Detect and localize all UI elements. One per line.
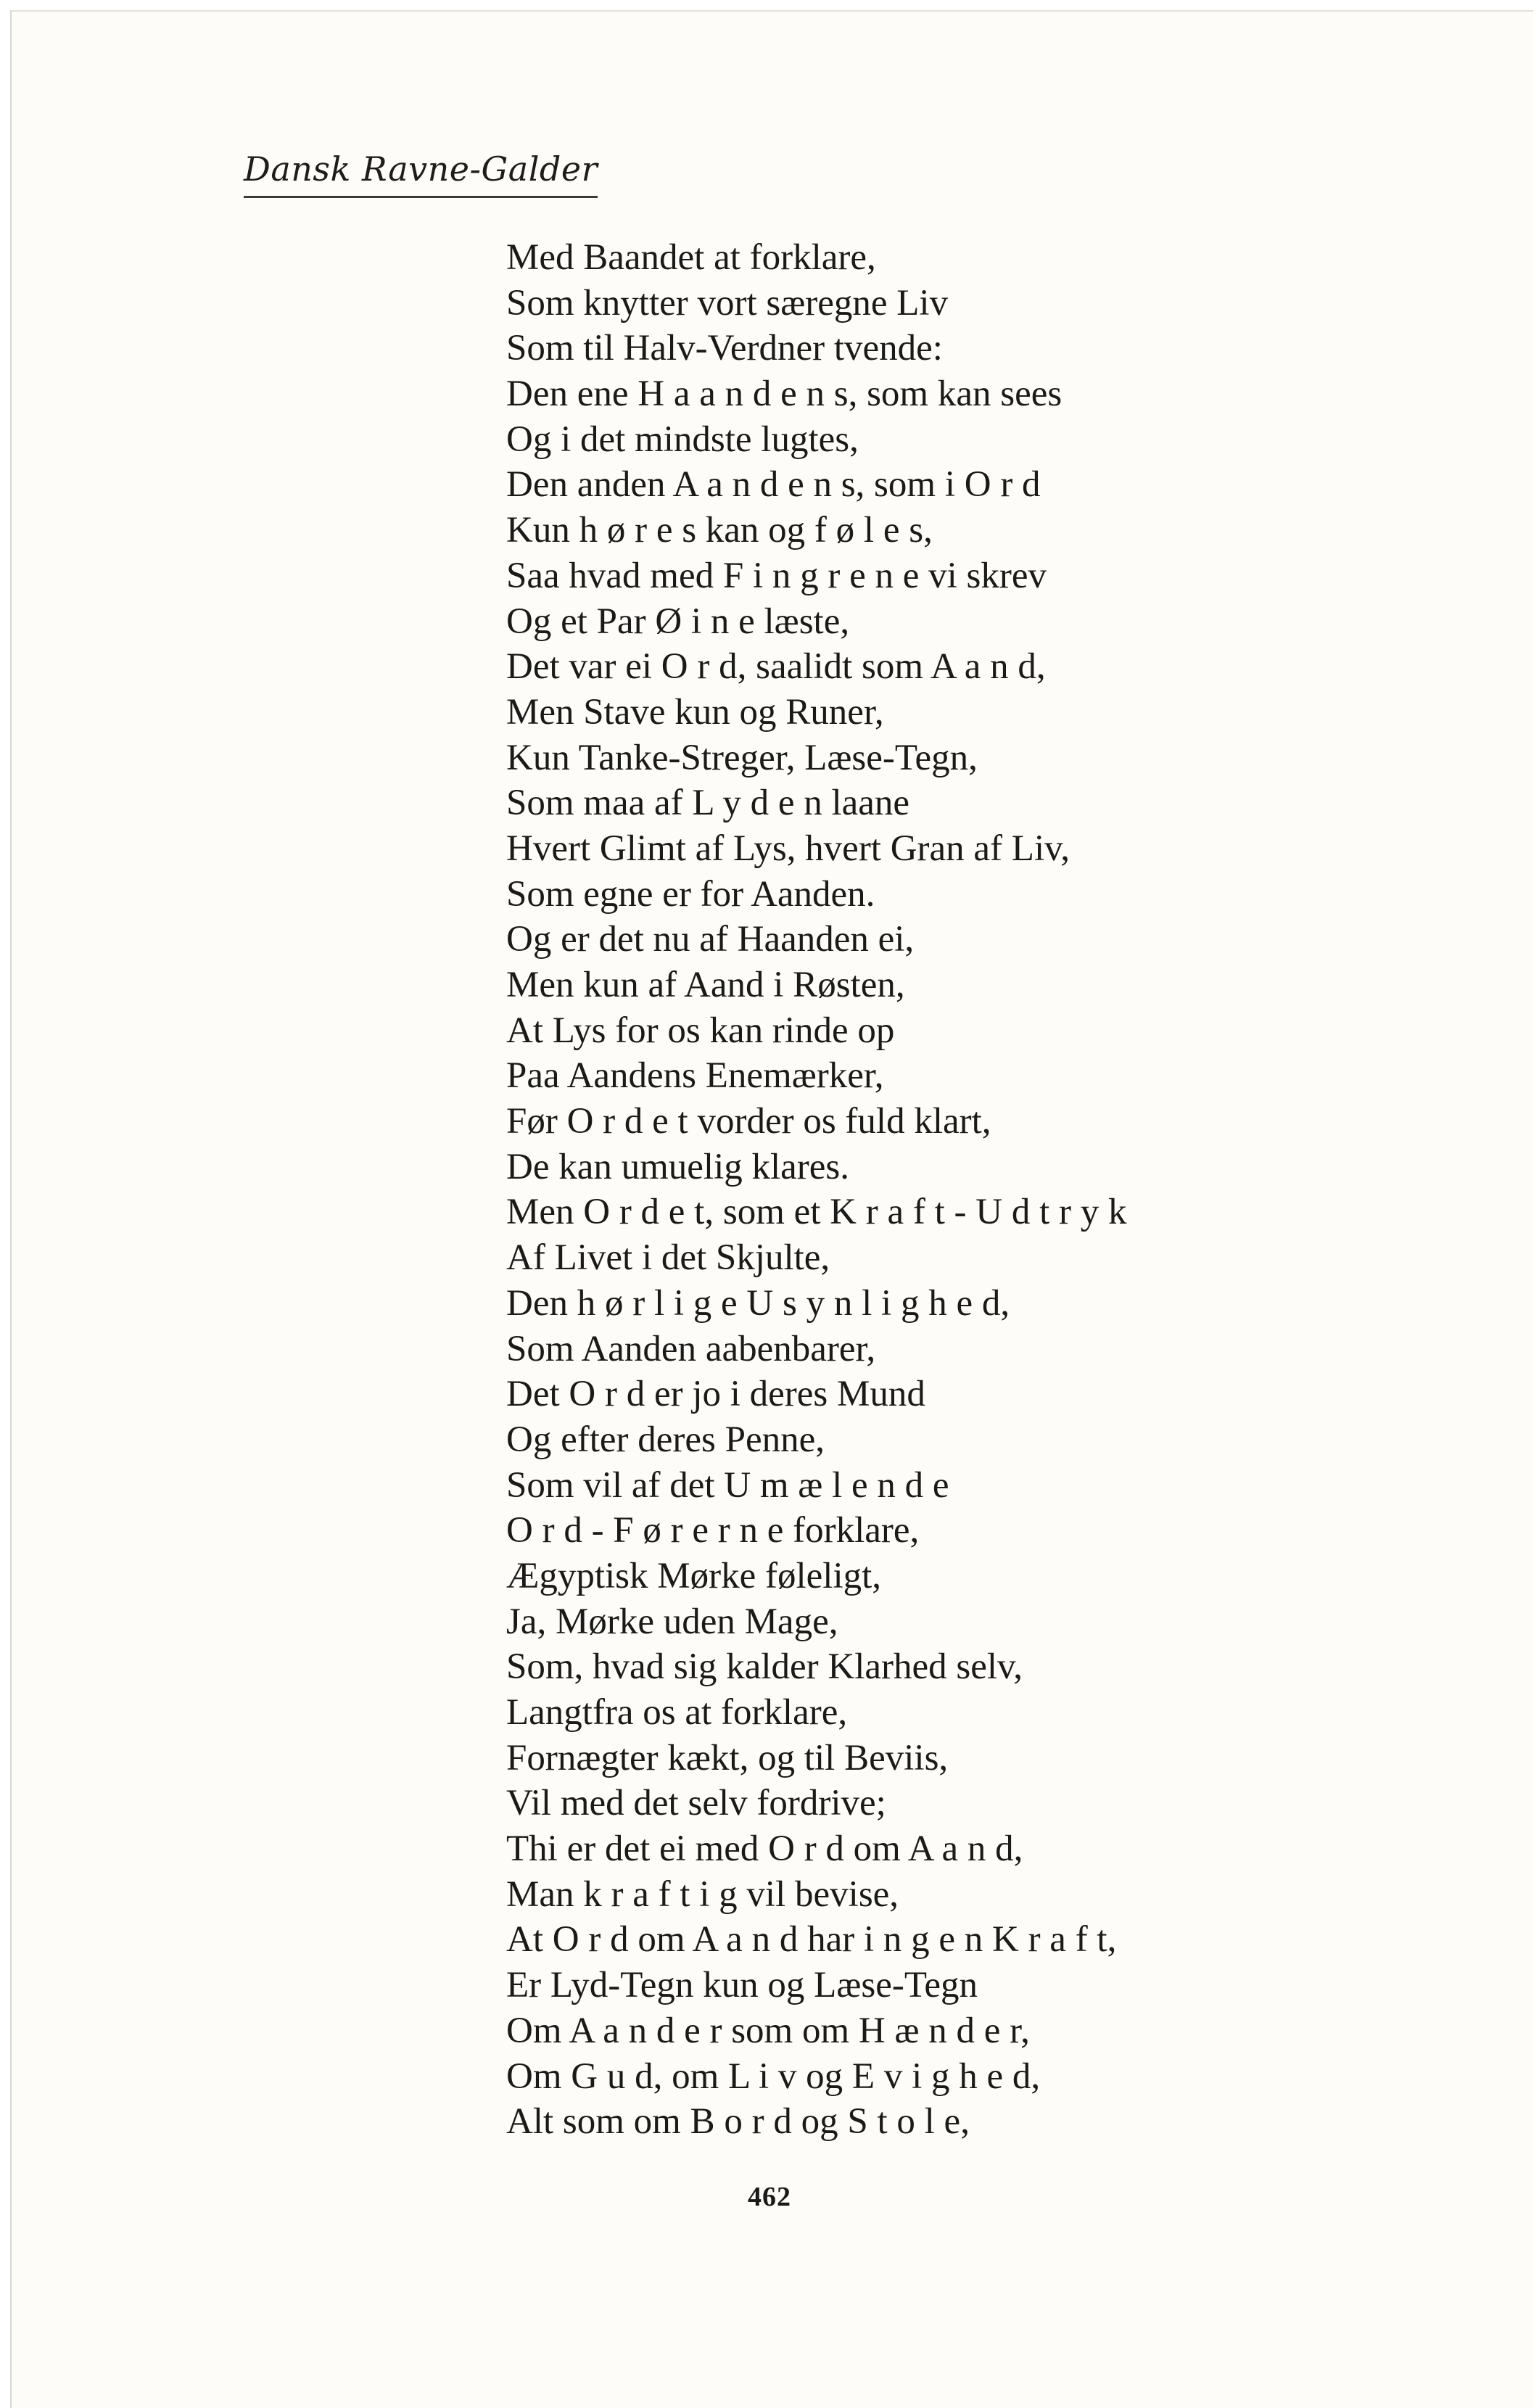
poem-line: Fornægter kækt, og til Beviis, bbox=[506, 1737, 949, 1778]
poem-line: Alt som om B o r d og S t o l e, bbox=[506, 2101, 970, 2143]
poem-line: Ja, Mørke uden Mage, bbox=[506, 1601, 838, 1642]
poem-line: Som egne er for Aanden. bbox=[506, 873, 875, 915]
poem-line: Det O r d er jo i deres Mund bbox=[506, 1374, 925, 1415]
poem-line: Den anden A a n d e n s, som i O r d bbox=[506, 464, 1041, 506]
poem-line: Som maa af L y d e n laane bbox=[506, 783, 910, 824]
poem-line: At Lys for os kan rinde op bbox=[506, 1010, 895, 1051]
poem-line: Med Baandet at forklare, bbox=[506, 237, 876, 278]
poem-line: Den h ø r l i g e U s y n l i g h e d, bbox=[506, 1282, 1010, 1324]
poem-line: Hvert Glimt af Lys, hvert Gran af Liv, bbox=[506, 828, 1070, 869]
poem-line: Som, hvad sig kalder Klarhed selv, bbox=[506, 1646, 1023, 1688]
poem-line: Som til Halv-Verdner tvende: bbox=[506, 328, 943, 369]
poem-line: Kun h ø r e s kan og f ø l e s, bbox=[506, 510, 933, 551]
poem-line: Ægyptisk Mørke føleligt, bbox=[506, 1555, 882, 1596]
poem-line: De kan umuelig klares. bbox=[506, 1146, 850, 1187]
poem-line: Som knytter vort særegne Liv bbox=[506, 282, 949, 323]
poem-line: Som Aanden aabenbarer, bbox=[506, 1328, 876, 1369]
running-head: Dansk Ravne-Galder bbox=[244, 149, 598, 198]
poem-line: Kun Tanke-Streger, Læse-Tegn, bbox=[506, 737, 978, 778]
poem-line: Det var ei O r d, saalidt som A a n d, bbox=[506, 646, 1046, 688]
poem-line: Men O r d e t, som et K r a f t - U d t r y k bbox=[506, 1192, 1127, 1233]
poem-line: Om A a n d e r som om H æ n d e r, bbox=[506, 2010, 1030, 2051]
poem-line: Er Lyd-Tegn kun og Læse-Tegn bbox=[506, 1965, 978, 2006]
poem-text bbox=[506, 235, 1507, 2145]
poem-line: Og er det nu af Haanden ei, bbox=[506, 919, 915, 960]
poem-line: Paa Aandens Enemærker, bbox=[506, 1055, 884, 1097]
poem-line: Og i det mindste lugtes, bbox=[506, 418, 859, 460]
poem-line: Før O r d e t vorder os fuld klart, bbox=[506, 1101, 991, 1142]
poem-line: Om G u d, om L i v og E v i g h e d, bbox=[506, 2056, 1041, 2097]
poem-line: Men Stave kun og Runer, bbox=[506, 691, 884, 733]
poem-line: Vil med det selv fordrive; bbox=[506, 1783, 886, 1824]
poem-line: O r d - F ø r e r n e forklare, bbox=[506, 1510, 920, 1551]
poem-line: At O r d om A a n d har i n g e n K r a f t, bbox=[506, 1919, 1117, 1960]
poem-line: Og et Par Ø i n e læste, bbox=[506, 601, 850, 642]
poem-line: Thi er det ei med O r d om A a n d, bbox=[506, 1828, 1023, 1870]
poem-line: Og efter deres Penne, bbox=[506, 1419, 825, 1460]
poem-line: Saa hvad med F i n g r e n e vi skrev bbox=[506, 555, 1047, 596]
page-number: 462 bbox=[748, 2182, 791, 2212]
poem-line: Den ene H a a n d e n s, som kan sees bbox=[506, 374, 1063, 415]
poem-line: Af Livet i det Skjulte, bbox=[506, 1237, 830, 1279]
poem-line: Som vil af det U m æ l e n d e bbox=[506, 1464, 949, 1506]
poem-line: Langtfra os at forklare, bbox=[506, 1692, 848, 1733]
poem-line: Men kun af Aand i Røsten, bbox=[506, 965, 905, 1005]
poem-line: Man k r a f t i g vil bevise, bbox=[506, 1873, 899, 1915]
